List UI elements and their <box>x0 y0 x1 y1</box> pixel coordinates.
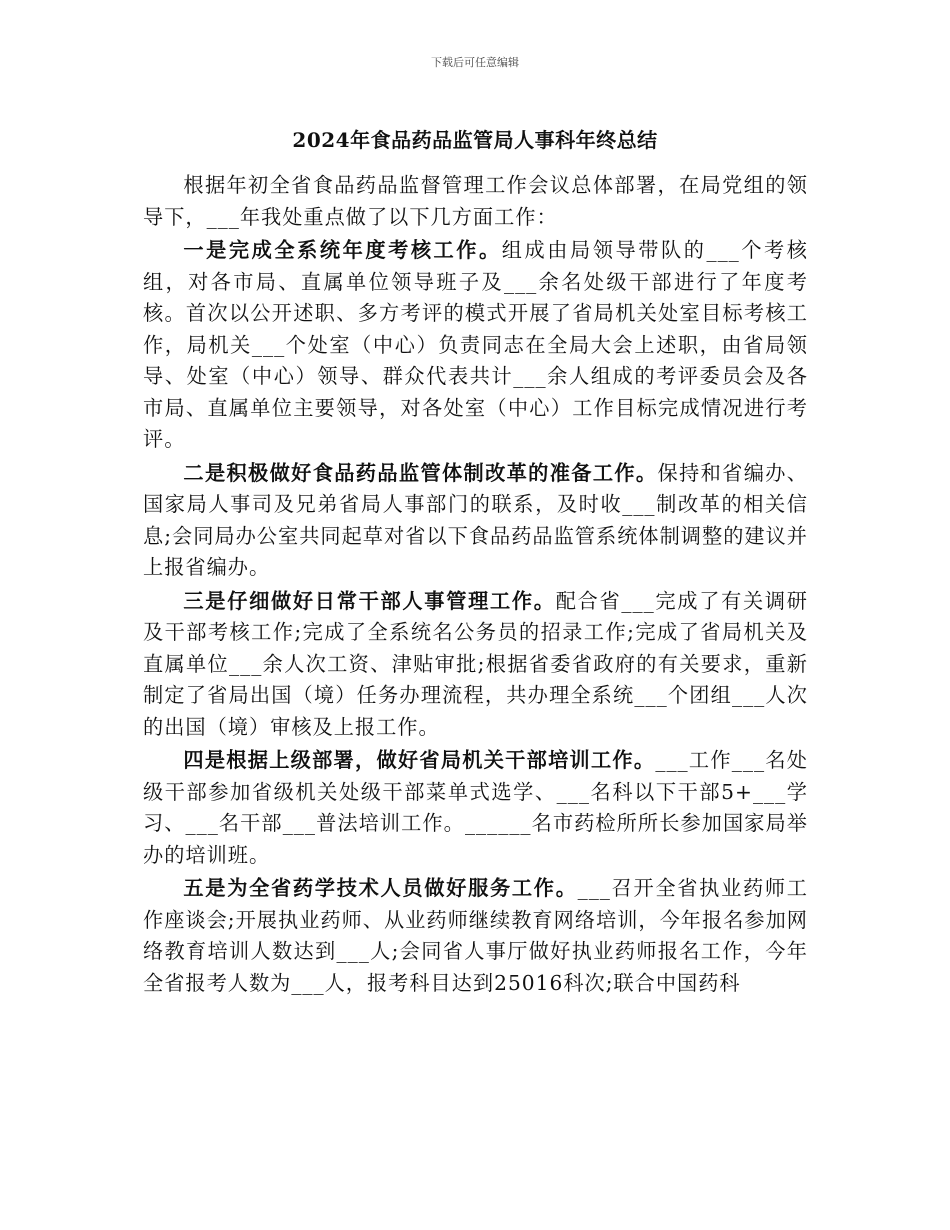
section-heading-4: 四是根据上级部署，做好省局机关干部培训工作。 <box>183 748 656 772</box>
section-heading-3: 三是仔细做好日常干部人事管理工作。 <box>183 588 556 613</box>
page-header-note: 下载后可任意编辑 <box>431 56 519 69</box>
document-body <box>143 170 808 1001</box>
document-title: 2024年食品药品监管局人事科年终总结 <box>292 128 658 152</box>
intro-paragraph: 根据年初全省食品药品监督管理工作会议总体部署，在局党组的领导下，___年我处重点做了以下几方面工作： <box>143 173 808 229</box>
section-paragraph-2 <box>143 458 808 584</box>
section-paragraph-1 <box>143 235 808 456</box>
section-text-1: 组成由局领导带队的___个考核组，对各市局、直属单位领导班子及___余名处级干部进行了年度考核。首次以公开述职、多方考评的模式开展了省局机关处室目标考核工作，局机关___个处室（中心）负责同志在全局大会上述职，由省局领导、处室（中心）领导、群众代表共计___余人组成的考评委员会及各市局、直属单位主要领导，对各处室（中心）工作目标完成情况进行考评。 <box>143 238 808 451</box>
section-text-3: 配合省___完成了有关调研及干部考核工作;完成了全系统名公务员的招录工作;完成了省局机关及直属单位___余人次工资、津贴审批;根据省委省政府的有关要求，重新制定了省局出国（境）任务办理流程，共办理全系统___个团组___人次的出国（境）审核及上报工作。 <box>143 588 808 739</box>
section-text-5: ___召开全省执业药师工作座谈会;开展执业药师、从业药师继续教育网络培训，今年报名参加网络教育培训人数达到___人;会同省人事厅做好执业药师报名工作，今年全省报考人数为___人，报考科目达到25016科次;联合中国药科 <box>143 876 808 995</box>
section-heading-1: 一是完成全系统年度考核工作。 <box>183 238 502 262</box>
section-text-4: ___工作___名处级干部参加省级机关处级干部菜单式选学、___名科以下干部5+___学习、___名干部___普法培训工作。______名市药检所所长参加国家局举办的培训班。 <box>143 748 808 867</box>
section-heading-5: 五是为全省药学技术人员做好服务工作。 <box>183 876 578 900</box>
section-paragraph-4 <box>143 745 808 871</box>
section-paragraph-5 <box>143 873 808 999</box>
section-text-2: 保持和省编办、国家局人事司及兄弟省局人事部门的联系，及时收___制改革的相关信息;会同局办公室共同起草对省以下食品药品监管系统体制调整的建议并上报省编办。 <box>143 460 808 579</box>
section-heading-2: 二是积极做好食品药品监管体制改革的准备工作。 <box>183 460 658 485</box>
section-paragraph-3 <box>143 586 808 744</box>
